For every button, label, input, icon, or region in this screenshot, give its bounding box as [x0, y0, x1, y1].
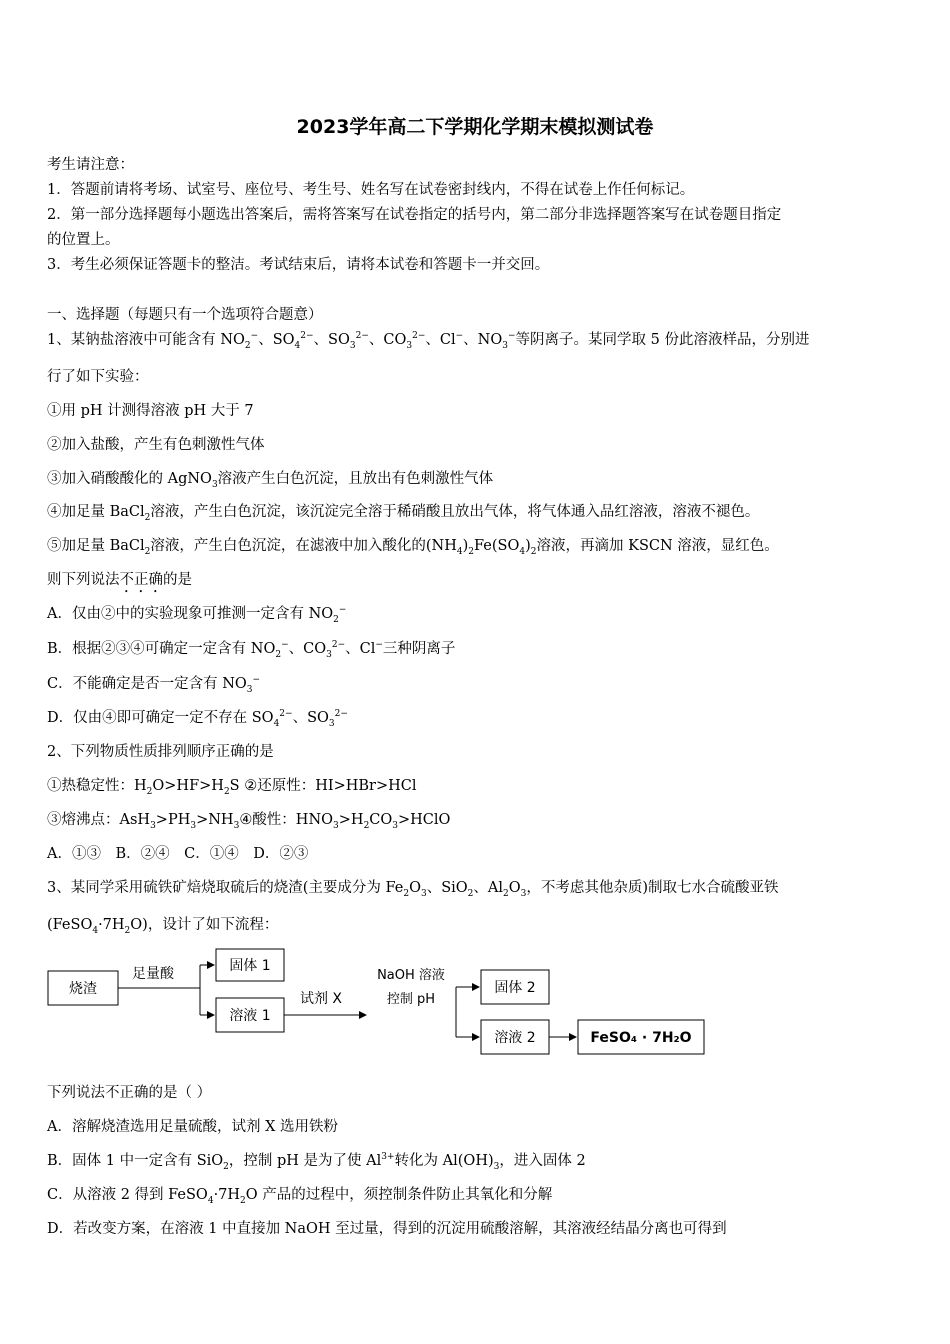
q1-option-b: B．根据②③④可确定一定含有 $NO_2^-$、$CO_3^{2-}$、Cl−三种阴离子: [47, 640, 456, 660]
q3-option-b: B．固体 1 中一定含有 SiO$_2$，控制 pH 是为了使 $Al^{3+}$转化为 $Al(OH)_3$，进入固体 2: [47, 1152, 586, 1172]
q1-stem: 1、某钠盐溶液中可能含有 $NO_2^-$、$SO_4^{2-}$、$SO_3^{2-}$、$CO_3^{2-}$、Cl−、$NO_3^-$等阴离子。某同学取 5 份此溶液样品，分别进: [47, 331, 810, 351]
flow-product: FeSO₄ · 7H₂O: [590, 1030, 692, 1046]
q3-stem: 3、某同学采用硫铁矿焙烧取硫后的烧渣(主要成分为 $Fe_2O_3$、SiO$_2$、$Al_2O_3$，不考虑其他杂质)制取七水合硫酸亚铁: [47, 880, 779, 899]
q1-experiment-2: ②加入盐酸，产生有色刺激性气体: [47, 437, 265, 453]
q3-question: 下列说法不正确的是（ ）: [47, 1085, 212, 1101]
emphasis-mark: 不正确: [119, 572, 163, 588]
notice-item-3: 3．考生必须保证答题卡的整洁。考试结束后，请将本试卷和答题卡一并交回。: [47, 257, 550, 273]
q2-options: A．①③ B．②④ C．①④ D．②③: [47, 846, 309, 862]
section-heading: 一、选择题（每题只有一个选项符合题意）: [47, 307, 323, 323]
q2-statements-2: ③熔沸点：$AsH_3>PH_3>NH_3④$酸性：$HNO_3>H_2CO_3>HClO$: [47, 812, 451, 831]
q1-experiment-1: ①用 pH 计测得溶液 pH 大于 7: [47, 403, 254, 419]
q2-stem: 2、下列物质性质排列顺序正确的是: [47, 744, 274, 760]
flow-acid: 足量酸: [132, 966, 174, 982]
q1-experiment-5: ⑤加足量 BaCl$_2$溶液，产生白色沉淀，在滤液中加入酸化的$(NH_4)_2Fe(SO_4)_2$溶液，再滴加 KSCN 溶液，显红色。: [47, 538, 779, 557]
q1-option-d: D．仅由④即可确定一定不存在 $SO_4^{2-}$、$SO_3^{2-}$: [47, 709, 348, 729]
q3-stem-cont: $(FeSO_4\cdot 7H_2O)$，设计了如下流程：: [47, 917, 279, 936]
flow-solid1: 固体 1: [229, 958, 271, 974]
flow-naoh: NaOH 溶液: [377, 968, 445, 983]
flow-solution2: 溶液 2: [494, 1030, 536, 1046]
notice-item-2: 2．第一部分选择题每小题选出答案后，需将答案写在试卷指定的括号内，第二部分非选择题答案写在试卷题目指定: [47, 207, 782, 223]
q3-option-d: D．若改变方案，在溶液 1 中直接加 NaOH 至过量，得到的沉淀用硫酸溶解，其溶液经结晶分离也可得到: [47, 1221, 727, 1237]
flow-solution1: 溶液 1: [229, 1008, 271, 1024]
q1-stem-cont: 行了如下实验：: [47, 369, 149, 385]
flow-start: 烧渣: [69, 981, 97, 997]
q1-experiment-3: ③加入硝酸酸化的 AgNO$_3$溶液产生白色沉淀，且放出有色刺激性气体: [47, 471, 494, 490]
notice-item-1: 1．答题前请将考场、试室号、座位号、考生号、姓名写在试卷密封线内，不得在试卷上作任何标记。: [47, 182, 695, 198]
flow-diagram: [40, 945, 720, 1065]
flow-reagent: 试剂 X: [299, 991, 343, 1007]
notice-heading: 考生请注意：: [47, 157, 134, 173]
q1-experiment-4: ④加足量 BaCl$_2$溶液，产生白色沉淀，该沉淀完全溶于稀硝酸且放出气体，将气体通入品红溶液，溶液不褪色。: [47, 504, 760, 523]
notice-item-2-cont: 的位置上。: [47, 232, 120, 248]
q1-option-a: A．仅由②中的实验现象可推测一定含有 $NO_2^-$: [47, 605, 347, 625]
q1-experiment-4-text: 溶液，产生白色沉淀，该沉淀完全溶于稀硝酸且放出气体，将气体通入品红溶液，溶液不褪色。: [150, 504, 760, 520]
exam-title: 2023学年高二下学期化学期末模拟测试卷: [296, 116, 654, 138]
flow-solid2: 固体 2: [494, 980, 536, 996]
q3-option-a: A．溶解烧渣选用足量硫酸，试剂 X 选用铁粉: [47, 1119, 339, 1135]
q1-question: 则下列说法不正确的是: [47, 572, 192, 588]
flow-ph: 控制 pH: [386, 992, 436, 1007]
q1-option-c: C．不能确定是否一定含有 $NO_3^-$: [47, 675, 261, 695]
q3-option-c: C．从溶液 2 得到 $FeSO_4\cdot 7H_2O$ 产品的过程中，须控制条件防止其氧化和分解: [47, 1187, 553, 1206]
q2-statements-1: ①热稳定性：$H_2O>HF>H_2S$ ②还原性：HI>HBr>HCl: [47, 778, 417, 797]
